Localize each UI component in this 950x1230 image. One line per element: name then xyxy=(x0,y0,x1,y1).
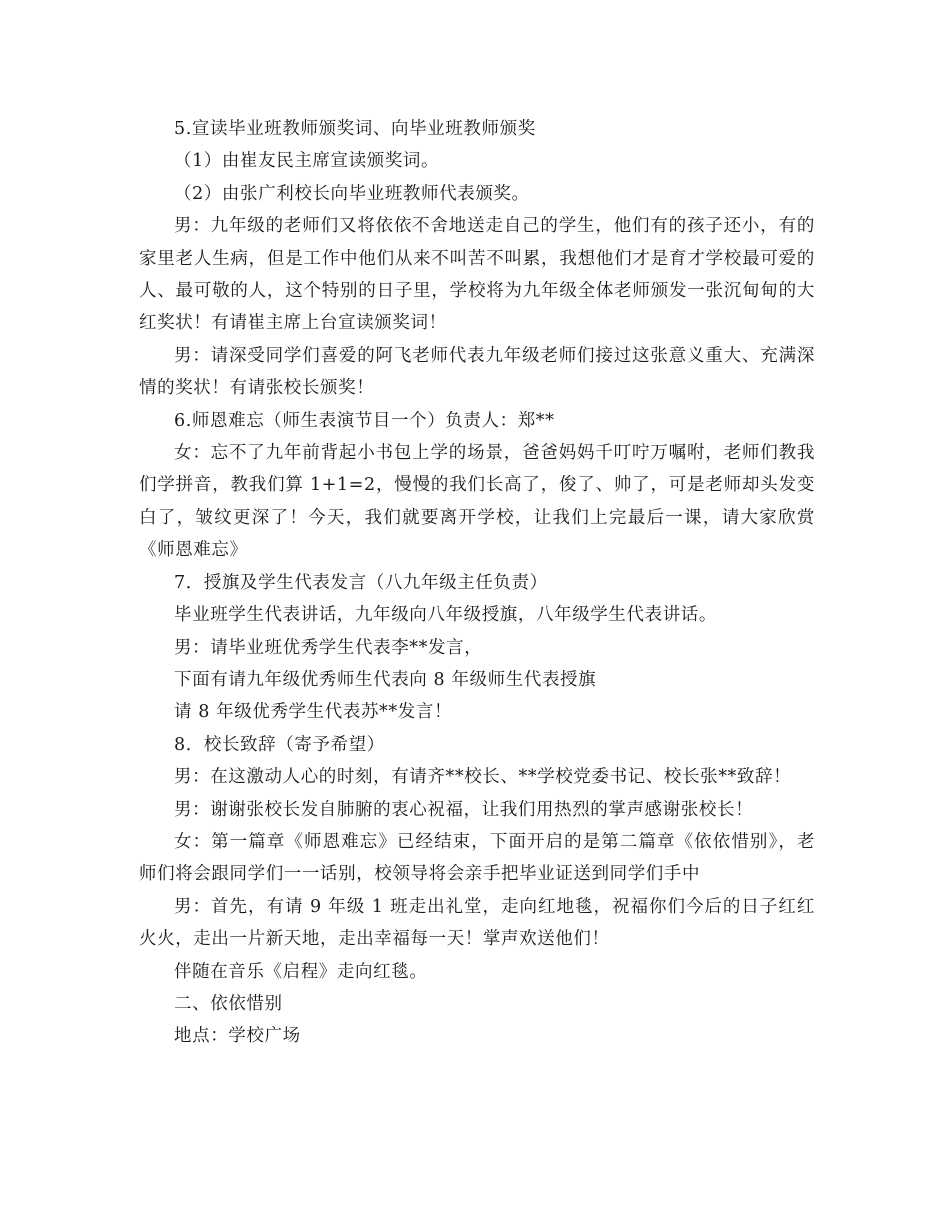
paragraph: 伴随在音乐《启程》走向红毯。 xyxy=(174,961,428,982)
paragraph: 男：首先，有请 9 年级 1 班走出礼堂，走向红地毯，祝福你们今后的日子红红火火，走出一片新天地，走出幸福每一天！掌声欢送他们！ xyxy=(139,896,815,950)
paragraph: 男：九年级的老师们又将依依不舍地送走自己的学生，他们有的孩子还小，有的家里老人生病，但是工作中他们从来不叫苦不叫累，我想他们才是育才学校最可爱的人、最可敬的人，这个特别的日子里，学校将为九年级全体老师颁发一张沉甸甸的大红奖状！有请崔主席上台宣读颁奖词！ xyxy=(139,216,815,334)
paragraph: 男：请深受同学们喜爱的阿飞老师代表九年级老师们接过这张意义重大、充满深情的奖状！有请张校长颁奖！ xyxy=(139,345,815,399)
section-heading-8: 8．校长致辞（寄予希望） xyxy=(174,734,385,755)
paragraph: 地点：学校广场 xyxy=(174,1026,301,1047)
paragraph: 女：第一篇章《师恩难忘》已经结束，下面开启的是第二篇章《依依惜别》，老师们将会跟同学们一一话别，校领导将会亲手把毕业证送到同学们手中 xyxy=(139,831,815,885)
list-item: （1）由崔友民主席宣读颁奖词。 xyxy=(174,151,440,172)
section-heading-6: 6.师恩难忘（师生表演节目一个）负责人：郑** xyxy=(174,410,555,431)
paragraph: 男：请毕业班优秀学生代表李**发言， xyxy=(174,637,483,658)
chapter-heading: 二、依依惜别 xyxy=(174,993,283,1014)
paragraph: 男：在这激动人心的时刻，有请齐**校长、**学校党委书记、校长张**致辞！ xyxy=(174,767,792,788)
section-heading-5: 5.宣读毕业班教师颁奖词、向毕业班教师颁奖 xyxy=(174,119,536,139)
section-heading-7: 7．授旗及学生代表发言（八九年级主任负责） xyxy=(174,572,548,593)
paragraph: 下面有请九年级优秀师生代表向 8 年级师生代表授旗 xyxy=(174,669,597,690)
document-body xyxy=(139,113,815,1053)
paragraph: 男：谢谢张校长发自肺腑的衷心祝福，让我们用热烈的掌声感谢张校长！ xyxy=(174,799,754,820)
paragraph: 毕业班学生代表讲话，九年级向八年级授旗，八年级学生代表讲话。 xyxy=(174,605,717,626)
paragraph: 女：忘不了九年前背起小书包上学的场景，爸爸妈妈千叮咛万嘱咐，老师们教我们学拼音，教我们算 1+1=2，慢慢的我们长高了，俊了、帅了，可是老师却头发变白了，皱纹更深了！今天，我们就要离开学校，让我们上完最后一课，请大家欣赏《师恩难忘》 xyxy=(139,443,815,561)
list-item: （2）由张广利校长向毕业班教师代表颁奖。 xyxy=(174,183,530,204)
paragraph: 请 8 年级优秀学生代表苏**发言！ xyxy=(174,702,453,723)
